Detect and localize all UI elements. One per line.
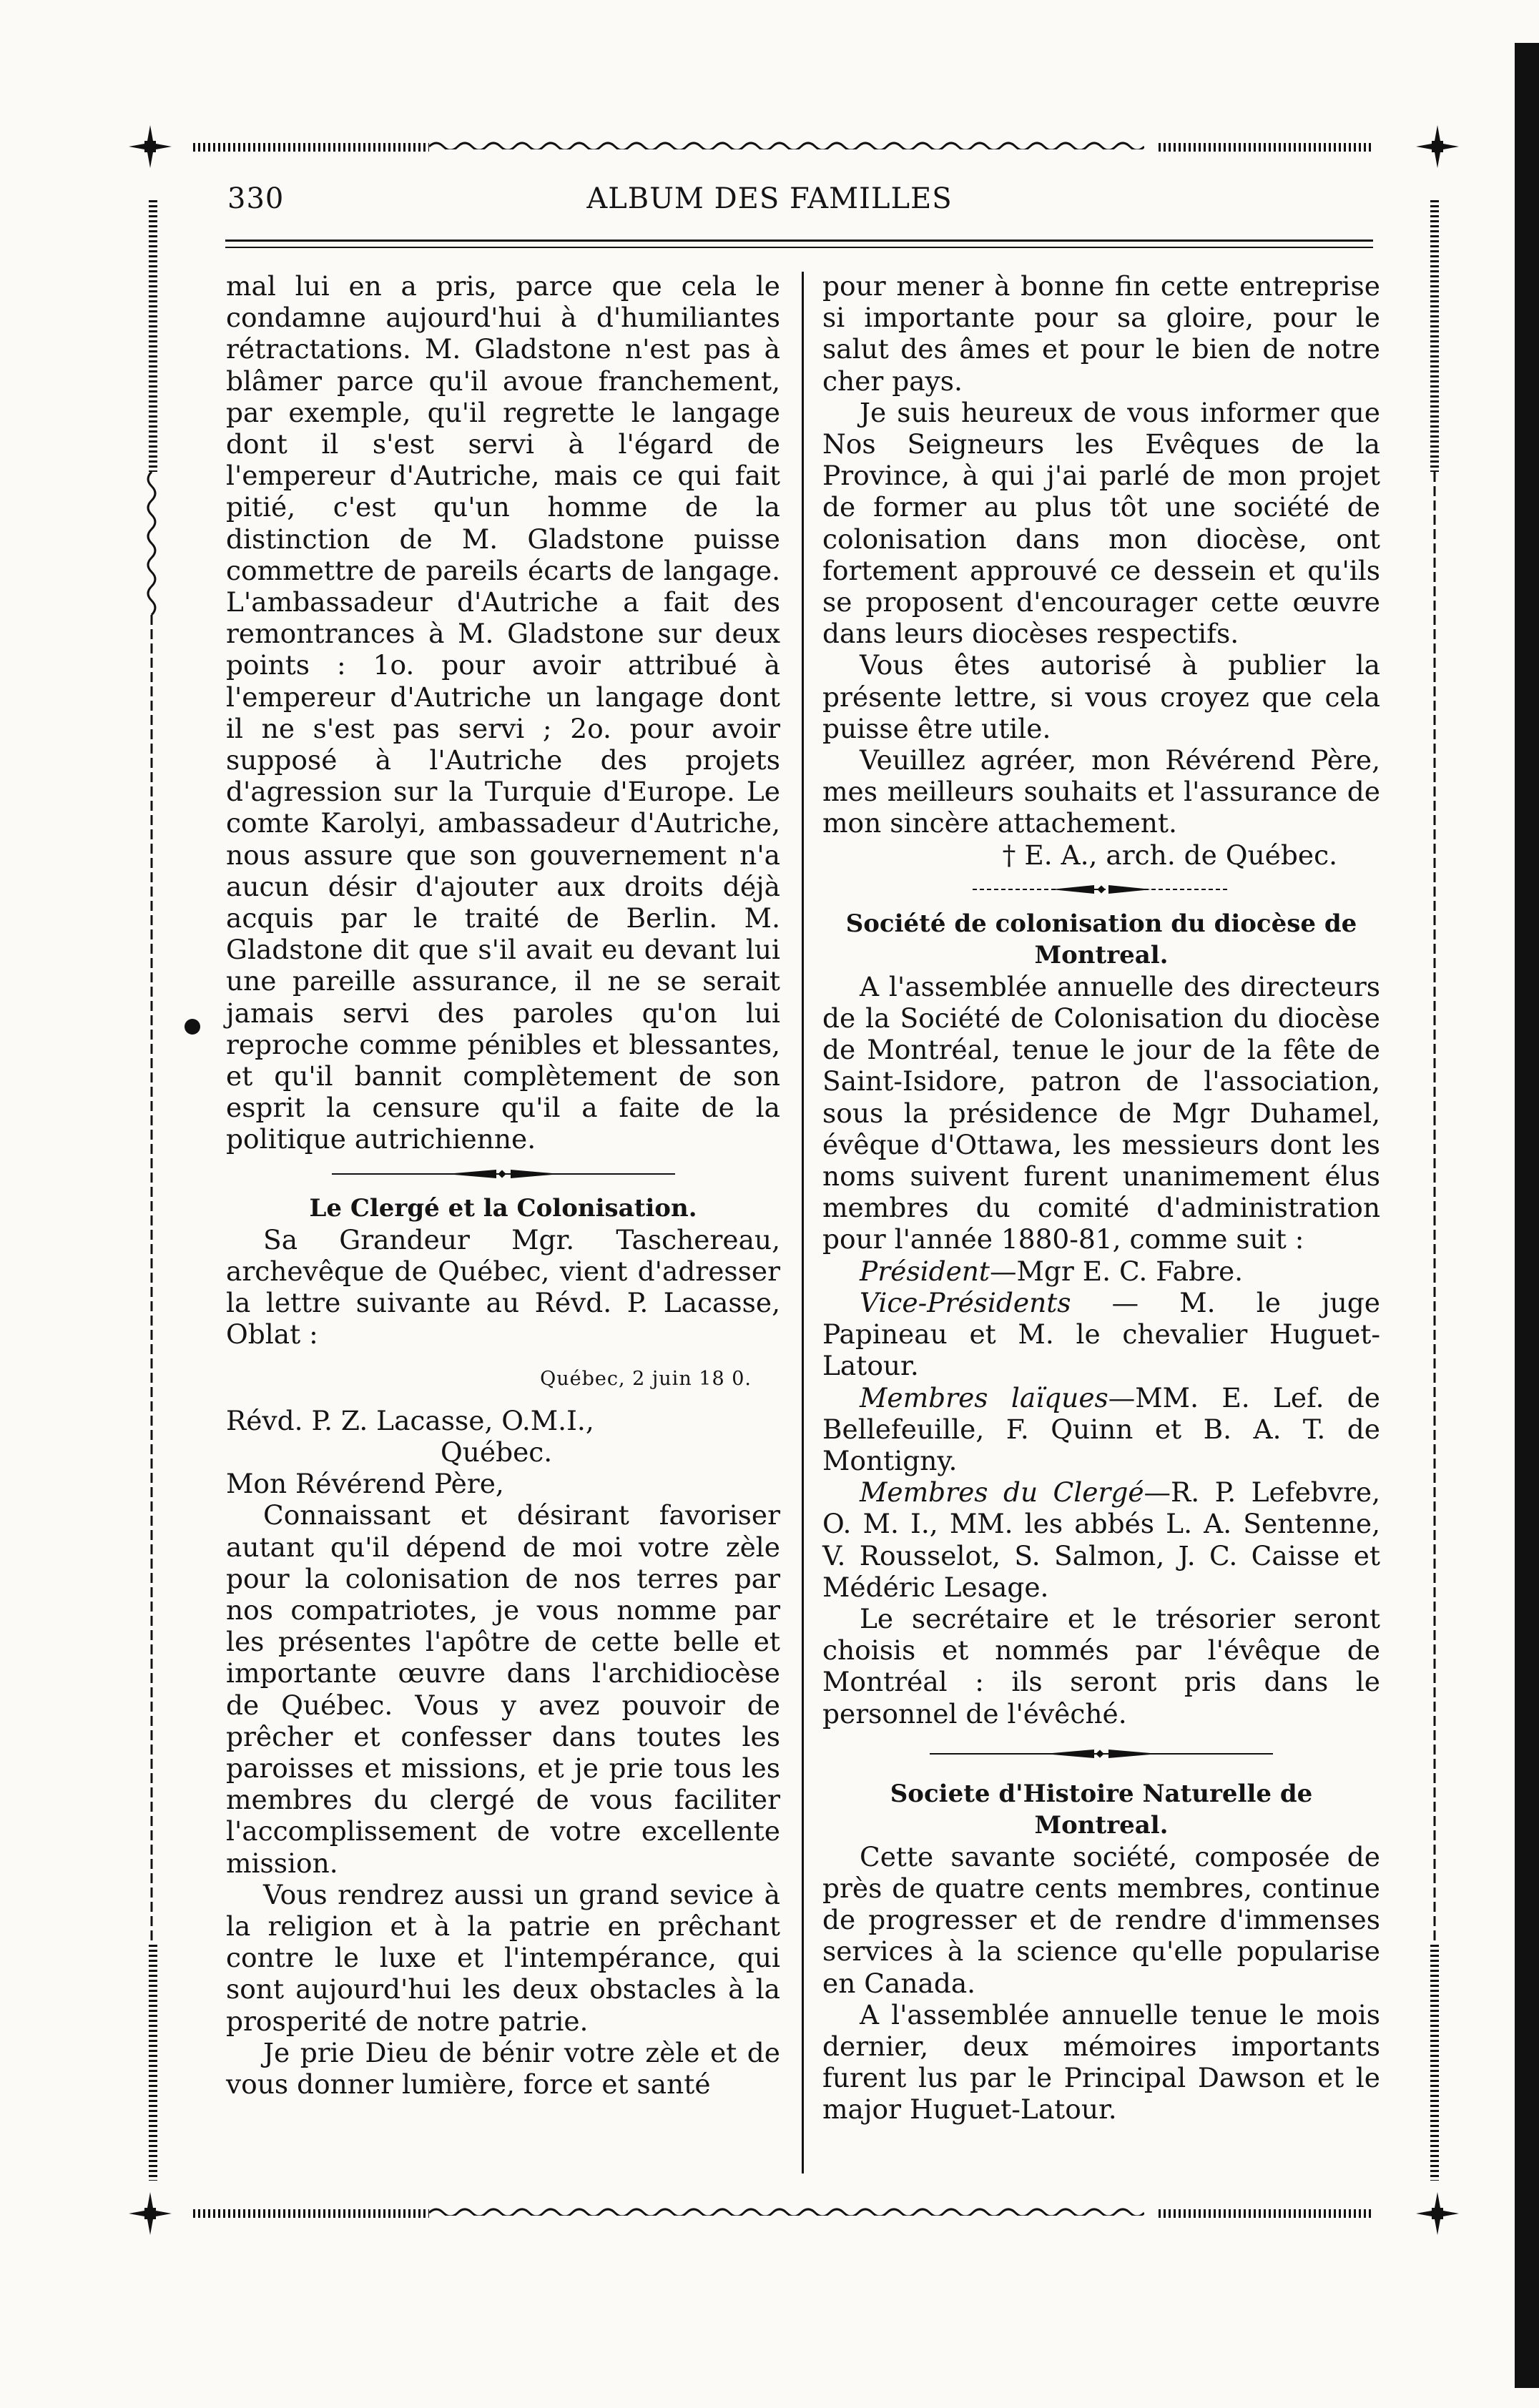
section-heading: Le Clergé et la Colonisation.	[309, 1193, 697, 1223]
top-left-hatch	[193, 143, 429, 152]
header-rule-bottom	[225, 247, 1373, 248]
article-paragraph: mal lui en a pris, parce que cela le condamne aujourd'hui à d'humiliantes rétractations. M. Gladstone n'est pas à blâmer parce qu'il avoue franchement, par exemple, qu'il regrette le langage dont il s'est servi à l'égard de l'empereur d'Autriche, mais ce qui fait pitié, c'est qu'un homme de la distinction de M. Gladstone puisse commettre de pareils écarts de langage. L'ambassadeur d'Autriche a fait des remontrances à M. Gladstone sur deux points : 1o. pour avoir attribué à l'empereur d'Autriche un langage dont il ne s'est pas servi ; 2o. pour avoir supposé à l'Autriche des projets d'agression sur la Turquie d'Europe. Le comte Karolyi, ambassadeur d'Autriche, nous assure que son gouvernement n'a aucun désir d'ajouter aux droits déjà acquis par le traité de Berlin. M. Gladstone dit que s'il avait eu devant lui une pareille assurance, il ne se serait jamais servi des paroles qu'on lui reproche comme pénibles et blessantes, et qu'il bannit complètement de son esprit la censure qu'il a faite de la politique autrichienne.	[226, 270, 780, 1155]
committee-members: — M. le juge Papineau et M. le chevalier Huguet-Latour.	[822, 1286, 1380, 1382]
top-wave-ornament	[429, 139, 1144, 149]
left-upper-hatch	[149, 200, 157, 472]
committee-members: —R. P. Lefebvre, O. M. I., MM. les abbés L. A. Sentenne, V. Rousselot, S. Salmon, J. C. Caisse et Médéric Lesage.	[822, 1476, 1380, 1603]
committee-entry	[822, 1255, 1380, 1287]
margin-bullet	[185, 1019, 200, 1035]
letter-salutation: Mon Révérend Père,	[226, 1468, 504, 1500]
top-right-hatch	[1159, 143, 1373, 152]
right-wave-ornament	[1426, 472, 1443, 1945]
top-left-fleuron-icon	[129, 125, 172, 168]
letter-dateline: Québec, 2 juin 18 0.	[540, 1367, 752, 1390]
article-paragraph: Cette savante société, composée de près de quatre cents membres, continue de progresser et de rendre d'immenses services à la science qu'elle popularise en Canada.	[822, 1840, 1380, 1999]
committee-entry	[822, 1476, 1380, 1603]
letter-city: Québec.	[441, 1436, 553, 1468]
section-divider	[958, 881, 1244, 898]
bottom-left-fleuron-icon	[129, 2192, 172, 2235]
top-right-fleuron-icon	[1416, 125, 1459, 168]
section-divider	[915, 1740, 1287, 1768]
letter-paragraph: Veuillez agréer, mon Révérend Père, mes meilleurs souhaits et l'assurance de mon sincère attachement.	[822, 744, 1380, 839]
section-heading: Societe d'Histoire Naturelle de Montreal.	[890, 1779, 1313, 1840]
committee-members: —Mgr E. C. Fabre.	[990, 1255, 1244, 1287]
article-paragraph: A l'assemblée annuelle tenue le mois dernier, deux mémoires importants furent lus par le Principal Dawson et le major Huguet-Latour.	[822, 1998, 1380, 2126]
committee-role: Président	[860, 1255, 990, 1287]
running-title: ALBUM DES FAMILLES	[586, 182, 953, 215]
committee-entry	[822, 1287, 1380, 1382]
left-wave-ornament	[143, 472, 160, 1945]
committee-members: —MM. E. Lef. de Bellefeuille, F. Quinn et B. A. T. de Montigny.	[822, 1381, 1381, 1476]
letter-paragraph: Je suis heureux de vous informer que Nos Seigneurs les Evêques de la Province, à qui j'ai parlé de mon projet de former au plus tôt une société de colonisation dans mon diocèse, ont fortement approuvé ce dessein et qu'ils se proposent d'encourager cette œuvre dans leurs diocèses respectifs.	[822, 396, 1380, 650]
committee-role: Membres du Clergé	[860, 1476, 1144, 1509]
right-lower-hatch	[1430, 1945, 1439, 2181]
bottom-right-hatch	[1159, 2209, 1373, 2218]
page-spine-edge	[1515, 43, 1539, 2388]
right-upper-hatch	[1430, 200, 1439, 472]
bottom-right-fleuron-icon	[1416, 2192, 1459, 2235]
committee-role: Vice-Présidents	[860, 1286, 1071, 1318]
section-divider	[318, 1165, 689, 1183]
section-heading: Société de colonisation du diocèse de Montreal.	[845, 909, 1357, 969]
committee-role: Membres laïques	[860, 1381, 1108, 1413]
letter-addressee: Révd. P. Z. Lacasse, O.M.I.,	[226, 1404, 594, 1436]
left-lower-hatch	[149, 1945, 157, 2181]
right-column	[822, 270, 1380, 2126]
letter-paragraph: Vous rendrez aussi un grand sevice à la religion et à la patrie en prêchant contre le luxe et l'intempérance, qui sont aujourd'hui les deux obstacles à la prosperité de notre patrie.	[226, 1878, 780, 2037]
letter-paragraph: pour mener à bonne fin cette entreprise si importante pour sa gloire, pour le salut des âmes et pour le bien de notre cher pays.	[822, 270, 1380, 397]
article-paragraph: Sa Grandeur Mgr. Taschereau, archevêque de Québec, vient d'adresser la lettre suivante au Révd. P. Lacasse, Oblat :	[226, 1223, 780, 1351]
left-column	[226, 270, 780, 2100]
article-paragraph: Le secrétaire et le trésorier seront choisis et nommés par l'évêque de Montréal : ils seront pris dans le personnel de l'évêché.	[822, 1602, 1380, 1729]
header-rule-top	[225, 240, 1373, 242]
letter-signature: † E. A., arch. de Québec.	[1002, 839, 1337, 871]
column-separator	[802, 272, 804, 2173]
committee-entry	[822, 1382, 1380, 1477]
bottom-wave-ornament	[429, 2206, 1144, 2216]
page-number: 330	[227, 182, 285, 215]
article-paragraph: A l'assemblée annuelle des directeurs de la Société de Colonisation du diocèse de Montréal, tenue le jour de la fête de Saint-Isidore, patron de l'association, sous la présidence de Mgr Duhamel, évêque d'Ottawa, les messieurs dont les noms suivent furent unanimement élus membres du comité d'administration pour l'année 1880-81, comme suit :	[822, 970, 1380, 1255]
letter-paragraph: Je prie Dieu de bénir votre zèle et de vous donner lumière, force et santé	[226, 2036, 780, 2100]
bottom-left-hatch	[193, 2209, 429, 2218]
letter-paragraph: Connaissant et désirant favoriser autant qu'il dépend de moi votre zèle pour la colonisation de nos terres par nos compatriotes, je vous nomme par les présentes l'apôtre de cette belle et importante œuvre dans l'archidiocèse de Québec. Vous y avez pouvoir de prêcher et confesser dans toutes les paroisses et missions, et je prie tous les membres du clergé de vous faciliter l'accomplissement de votre excellente mission.	[226, 1499, 780, 1879]
letter-paragraph: Vous êtes autorisé à publier la présente lettre, si vous croyez que cela puisse être utile.	[822, 649, 1380, 744]
